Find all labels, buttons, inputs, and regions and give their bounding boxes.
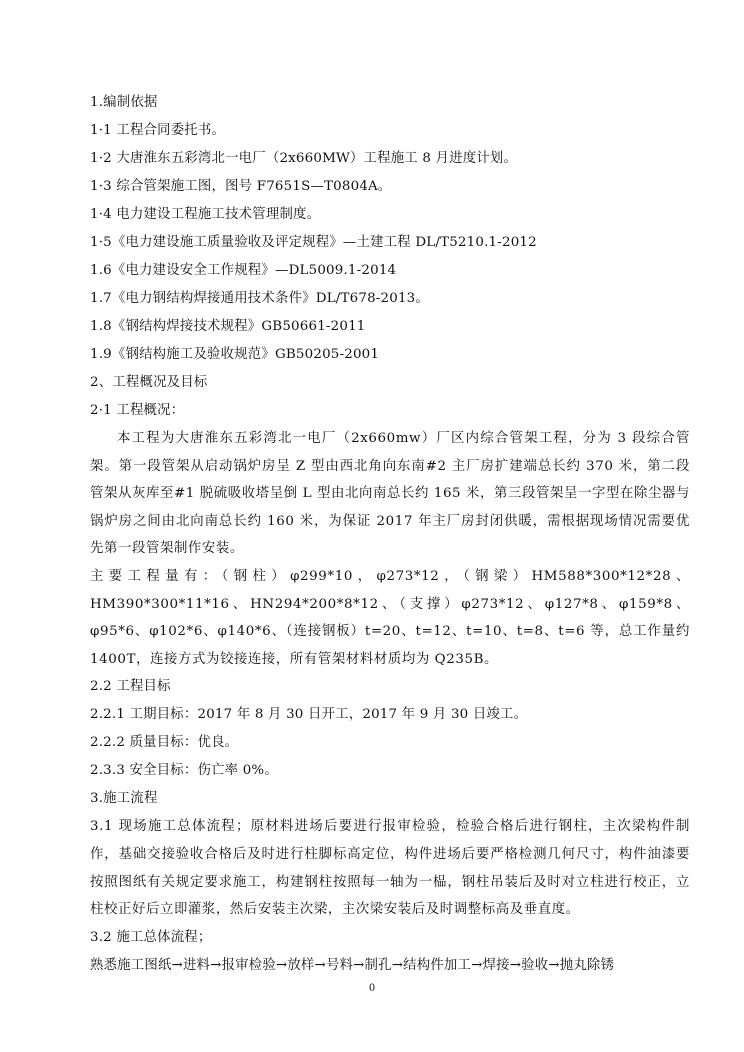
basis-item-1-7: 1.7《电力钢结构焊接通用技术条件》DL/T678-2013。 xyxy=(90,291,429,306)
goal-safety: 2.3.3 安全目标：伤亡率 0%。 xyxy=(90,763,278,779)
quantities-paragraph: 主要工程量有：（钢柱）φ299*10，φ273*12，（钢梁）HM588*300*12*28、HM390*300*11*16、HN294*200*8*12、（支撑）φ273*12、φ127*8、φ159*8、φ95*6、φ102*6、φ140*6、（连接钢板）t=20、t=12、t=10、t=8、t=6 等，总工作量约 1400T，连接方式为铰接连接，所有管架材料材质均为 Q235B。 xyxy=(90,568,690,667)
heading-project-overview: 2、工程概况及目标 xyxy=(90,375,208,390)
basis-item-1-4: 1·4 电力建设工程施工技术管理制度。 xyxy=(90,207,321,222)
flow-paragraph: 3.1 现场施工总体流程；原材料进场后要进行报审检验，检验合格后进行钢柱，主次梁构件制作，基础交接验收合格后及时进行柱脚标高定位，构件进场后要严格检测几何尺寸，构件油漆要按照图纸有关规定要求施工，构建钢柱按照每一轴为一榀，钢柱吊装后及时对立柱进行校正，立柱校正好后立即灌浆，然后安装主次梁，主次梁安装后及时调整标高及垂直度。 xyxy=(90,819,690,918)
basis-item-1-9: 1.9《钢结构施工及验收规范》GB50205-2001 xyxy=(90,347,380,362)
page-number: 0 xyxy=(368,983,376,994)
heading-construction-flow: 3.施工流程 xyxy=(90,791,158,807)
subheading-overview: 2·1 工程概况： xyxy=(90,403,185,418)
flow-steps: 熟悉施工图纸→进料→报审检验→放样→号料→制孔→结构件加工→焊接→验收→抛丸除锈 xyxy=(90,957,615,973)
subheading-project-goals: 2.2 工程目标 xyxy=(90,679,171,695)
basis-item-1-6: 1.6《电力建设安全工作规程》—DL5009.1-2014 xyxy=(90,263,397,278)
goal-schedule: 2.2.1 工期目标：2017 年 8 月 30 日开工，2017 年 9 月 30 日竣工。 xyxy=(90,707,528,723)
overview-paragraph: 本工程为大唐淮东五彩湾北一电厂（2x660mw）厂区内综合管架工程，分为 3 段综合管架。第一段管架从启动锅炉房呈 Z 型由西北角向东南#2 主厂房扩建端总长约 370 米，第二段管架从灰库至#1 脱硫吸收塔呈倒 L 型由北向南总长约 165 米，第三段管架呈一字型在除尘器与锅炉房之间由北向南总长约 160 米，为保证 2017 年主厂房封闭供暖，需根据现场情况需要优先第一段管架制作安装。 xyxy=(90,431,690,557)
subheading-overall-flow: 3.2 施工总体流程； xyxy=(90,929,212,945)
heading-compilation-basis: 1.编制依据 xyxy=(90,95,158,110)
basis-item-1-3: 1·3 综合管架施工图，图号 F7651S—T0804A。 xyxy=(90,179,392,194)
basis-item-1-1: 1·1 工程合同委托书。 xyxy=(90,123,226,138)
basis-item-1-5: 1·5《电力建设施工质量验收及评定规程》—土建工程 DL/T5210.1-2012 xyxy=(90,235,537,250)
basis-item-1-2: 1·2 大唐淮东五彩湾北一电厂（2x660MW）工程施工 8 月进度计划。 xyxy=(90,151,518,166)
goal-quality: 2.2.2 质量目标：优良。 xyxy=(90,735,239,751)
basis-item-1-8: 1.8《钢结构焊接技术规程》GB50661-2011 xyxy=(90,319,366,334)
page-content xyxy=(90,89,690,980)
